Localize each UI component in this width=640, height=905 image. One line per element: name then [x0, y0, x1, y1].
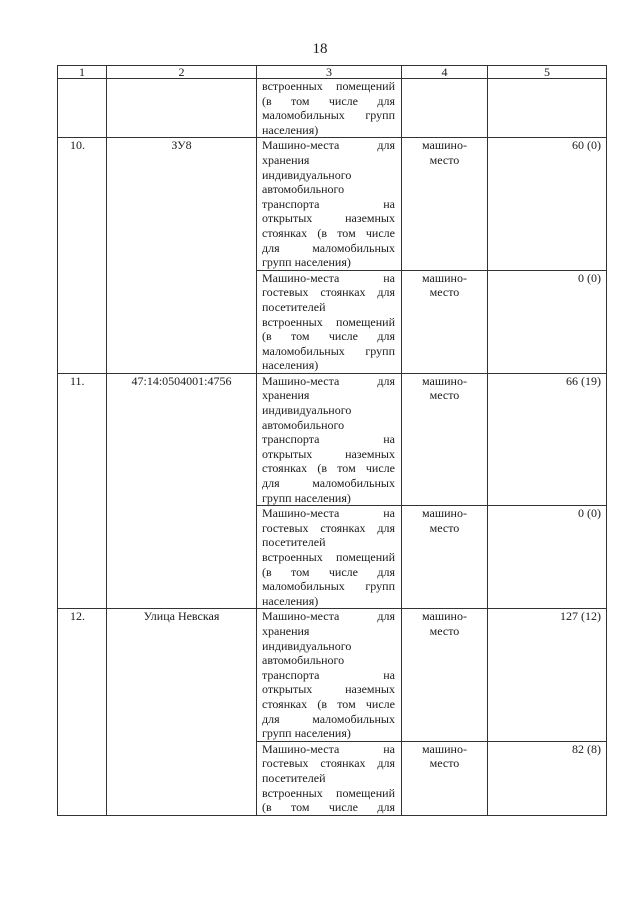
- cont-name-cell: [107, 79, 257, 138]
- desc-line: открытых наземных: [262, 446, 395, 461]
- page-number: 18: [312, 41, 328, 57]
- object-name: Улица Невская: [107, 609, 257, 815]
- header-cell-3: 3: [257, 66, 402, 79]
- desc-line: транспорта на: [262, 196, 395, 211]
- unit-cell: [402, 506, 488, 609]
- desc-line: индивидуального: [262, 638, 352, 653]
- desc-line: встроенных помещений: [262, 79, 395, 93]
- value-cell: 82 (8): [488, 741, 607, 815]
- description-cell: [257, 506, 402, 609]
- unit-line: машино-: [422, 270, 467, 285]
- value-cell: 66 (19): [488, 373, 607, 505]
- value-cell: 127 (12): [488, 609, 607, 741]
- header-cell-4: 4: [402, 66, 488, 79]
- unit-cell: [402, 609, 488, 741]
- description-cell: [257, 609, 402, 741]
- header-cell-1: 1: [58, 66, 107, 79]
- table-row: [58, 609, 607, 741]
- desc-line: открытых наземных: [262, 682, 395, 697]
- description-cell: [257, 270, 402, 373]
- desc-line: групп населения): [262, 490, 351, 505]
- desc-line: для маломобильных: [262, 240, 395, 255]
- unit-cell: [402, 270, 488, 373]
- cont-unit-cell: [402, 79, 488, 138]
- desc-line: Машино-места на: [262, 270, 395, 285]
- desc-line: транспорта на: [262, 667, 395, 682]
- desc-line: (в том числе для: [262, 93, 395, 108]
- continuation-row: [58, 79, 607, 138]
- unit-line: место: [429, 152, 460, 167]
- unit-line: место: [429, 756, 460, 771]
- unit-line: место: [429, 285, 460, 300]
- desc-line: групп населения): [262, 255, 351, 270]
- desc-line: индивидуального: [262, 167, 352, 182]
- desc-line: (в том числе для: [262, 564, 395, 579]
- row-number: 11.: [58, 373, 107, 609]
- unit-cell: [402, 373, 488, 505]
- cont-number-cell: [58, 79, 107, 138]
- desc-line: посетителей: [262, 299, 326, 314]
- header-row: [58, 66, 607, 79]
- unit-line: машино-: [422, 138, 467, 153]
- desc-line: для маломобильных: [262, 476, 395, 491]
- row-number: 12.: [58, 609, 107, 815]
- desc-line: открытых наземных: [262, 211, 395, 226]
- parking-table: [57, 65, 607, 816]
- desc-line: Машино-места для: [262, 138, 395, 153]
- cont-description-cell: [257, 79, 402, 138]
- value-cell: 60 (0): [488, 138, 607, 270]
- desc-line: Машино-места на: [262, 741, 395, 756]
- desc-line: гостевых стоянках для: [262, 520, 395, 535]
- unit-line: место: [429, 520, 460, 535]
- value-cell: 0 (0): [488, 506, 607, 609]
- desc-line: населения): [262, 122, 319, 137]
- desc-line: автомобильного: [262, 182, 345, 197]
- desc-line: посетителей: [262, 535, 326, 550]
- desc-line: населения): [262, 358, 319, 373]
- desc-line: групп населения): [262, 726, 351, 741]
- desc-line: маломобильных групп: [262, 108, 395, 123]
- desc-line: встроенных помещений: [262, 550, 395, 564]
- desc-line: гостевых стоянках для: [262, 285, 395, 300]
- desc-line: автомобильного: [262, 653, 345, 668]
- desc-line: хранения: [262, 388, 310, 403]
- unit-cell: [402, 741, 488, 815]
- desc-line: населения): [262, 593, 319, 608]
- unit-line: машино-: [422, 373, 467, 388]
- cont-value-cell: [488, 79, 607, 138]
- desc-line: стоянках (в том числе: [262, 461, 395, 476]
- desc-line: встроенных помещений: [262, 785, 395, 800]
- object-name: ЗУ8: [107, 138, 257, 374]
- unit-line: место: [429, 388, 460, 403]
- unit-line: место: [429, 623, 460, 638]
- desc-line: (в том числе для: [262, 329, 395, 344]
- desc-line: хранения: [262, 152, 310, 167]
- description-cell: [257, 373, 402, 505]
- description-cell: [257, 741, 402, 815]
- desc-line: хранения: [262, 623, 310, 638]
- header-cell-5: 5: [488, 66, 607, 79]
- desc-line: Машино-места на: [262, 506, 395, 521]
- desc-line: для маломобильных: [262, 711, 395, 726]
- desc-line: маломобильных групп: [262, 579, 395, 594]
- unit-line: машино-: [422, 741, 467, 756]
- unit-cell: [402, 138, 488, 270]
- value-cell: 0 (0): [488, 270, 607, 373]
- desc-line: стоянках (в том числе: [262, 696, 395, 711]
- header-cell-2: 2: [107, 66, 257, 79]
- unit-line: машино-: [422, 609, 467, 624]
- desc-line: стоянках (в том числе: [262, 225, 395, 240]
- desc-line: гостевых стоянках для: [262, 756, 395, 771]
- desc-line: посетителей: [262, 770, 326, 785]
- desc-line: маломобильных групп: [262, 343, 395, 358]
- desc-line: Машино-места для: [262, 373, 395, 388]
- table-row: [58, 138, 607, 270]
- description-cell: [257, 138, 402, 270]
- desc-line: транспорта на: [262, 432, 395, 447]
- unit-line: машино-: [422, 506, 467, 521]
- desc-line: (в том числе для: [262, 800, 395, 815]
- desc-line: встроенных помещений: [262, 314, 395, 329]
- row-number: 10.: [58, 138, 107, 374]
- desc-line: автомобильного: [262, 417, 345, 432]
- object-name: 47:14:0504001:4756: [107, 373, 257, 609]
- desc-line: индивидуального: [262, 403, 352, 418]
- table-row: [58, 373, 607, 505]
- desc-line: Машино-места для: [262, 609, 395, 624]
